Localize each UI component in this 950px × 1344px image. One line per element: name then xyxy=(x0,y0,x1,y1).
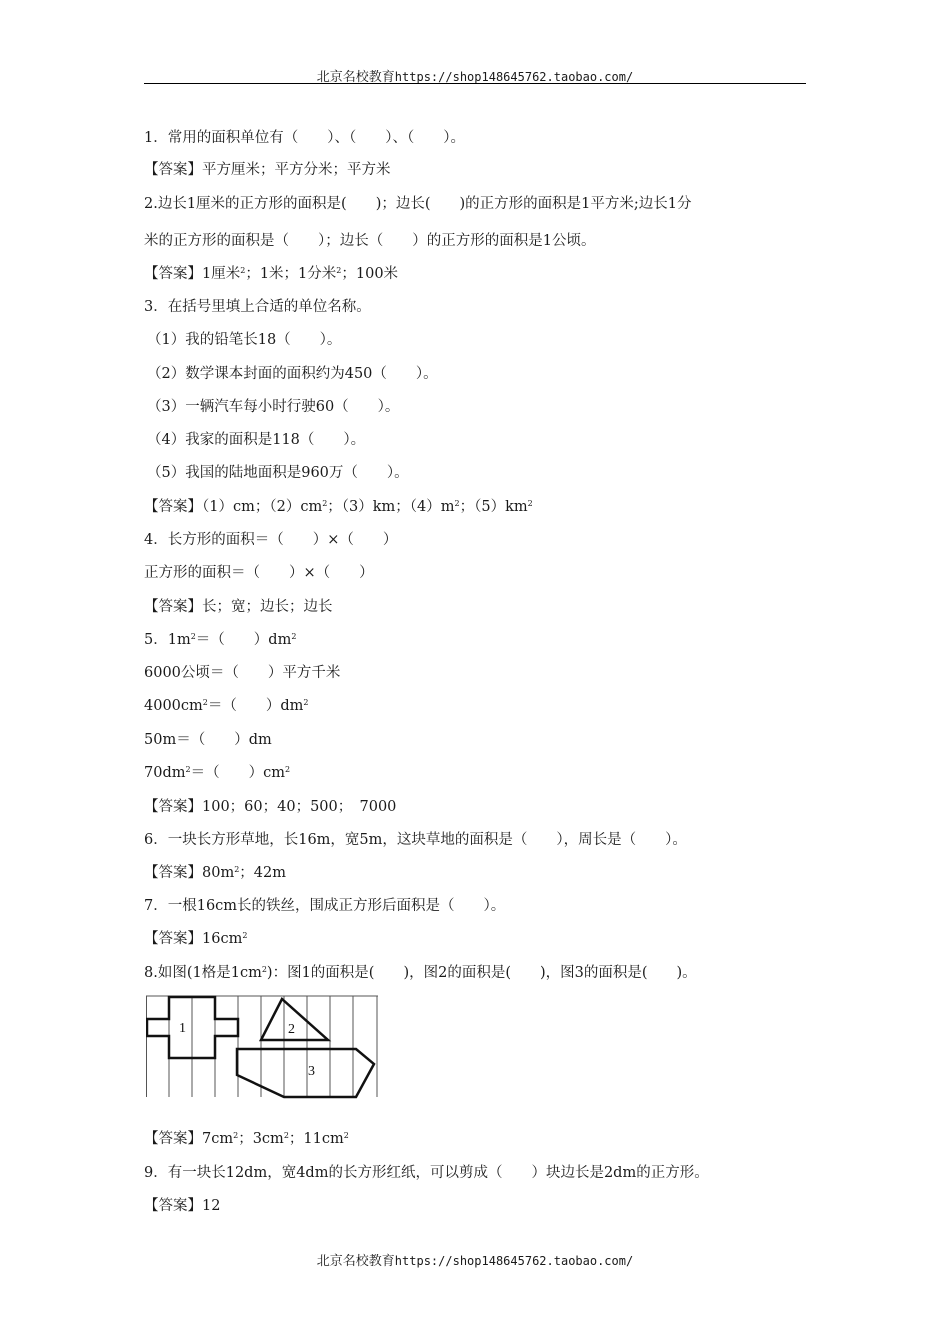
shape-2-label: 2 xyxy=(288,1022,295,1037)
question-9: 9．有一块长12dm，宽4dm的长方形红纸，可以剪成（ ）块边长是2dm的正方形。 xyxy=(144,1165,709,1181)
shape-3-label: 3 xyxy=(308,1064,315,1079)
answer-1: 【答案】平方厘米；平方分米；平方米 xyxy=(144,162,391,178)
question-4-line-2: 正方形的面积＝（ ）×（ ） xyxy=(144,565,374,581)
footer-school: 北京名校教育 xyxy=(316,1254,395,1269)
question-3-4: （4）我家的面积是118（ ）。 xyxy=(147,432,366,448)
question-5-4: 50m＝（ ）dm xyxy=(144,732,272,748)
answer-6: 【答案】$80m^2$；42m xyxy=(144,865,286,881)
shape-1-label: 1 xyxy=(179,1021,186,1036)
answer-2: 【答案】1厘米$^2$；1米；1分米$^2$；100米 xyxy=(144,266,399,282)
question-4-line-1: 4．长方形的面积＝（ ）×（ ） xyxy=(144,532,398,548)
question-1: 1．常用的面积单位有（ ）、（ ）、（ ）。 xyxy=(144,130,465,146)
question-3-2: （2）数学课本封面的面积约为450（ ）。 xyxy=(147,366,438,382)
page-footer xyxy=(144,1250,806,1269)
question-5-2: 6000公顷＝（ ）平方千米 xyxy=(144,665,341,681)
question-8: 8.如图(1格是$1cm^2$)：图1的面积是( )，图2的面积是( )，图3的面积是( )。 xyxy=(144,965,697,981)
header-rule xyxy=(144,83,806,84)
answer-5: 【答案】100；60；40；500； 7000 xyxy=(144,799,397,815)
question-6: 6．一块长方形草地，长16m，宽5m，这块草地的面积是（ ），周长是（ ）。 xyxy=(144,832,687,848)
answer-8: 【答案】$7cm^2$；$3cm^2$；$11cm^2$ xyxy=(144,1131,349,1147)
question-2-line-1: 2.边长1厘米的正方形的面积是( )；边长( )的正方形的面积是1平方米;边长1分 xyxy=(144,196,692,212)
question-3-3: （3）一辆汽车每小时行驶60（ ）。 xyxy=(147,399,400,415)
question-3-1: （1）我的铅笔长18（ ）。 xyxy=(147,332,342,348)
question-3-5: （5）我国的陆地面积是960万（ ）。 xyxy=(147,465,409,481)
question-3: 3．在括号里填上合适的单位名称。 xyxy=(144,299,371,315)
header-url[interactable]: https://shop148645762.taobao.com/ xyxy=(394,70,634,84)
question-5-3: $4000cm^2=$（ ）$dm^2$ xyxy=(144,698,309,714)
question-5-5: $70dm^2=$（ ）$cm^2$ xyxy=(144,765,291,781)
question-7: 7．一根16cm长的铁丝，围成正方形后面积是（ ）。 xyxy=(144,898,506,914)
question-2-line-2: 米的正方形的面积是（ ）；边长（ ）的正方形的面积是1公顷。 xyxy=(144,233,596,249)
question-5-1: 5．$1m^2=$（ ）$dm^2$ xyxy=(144,632,297,648)
grid-figure xyxy=(146,993,378,1099)
header-school: 北京名校教育 xyxy=(316,70,395,85)
answer-9: 【答案】12 xyxy=(144,1198,221,1214)
footer-url[interactable]: https://shop148645762.taobao.com/ xyxy=(394,1254,634,1268)
grid-lines xyxy=(146,996,378,1097)
answer-7: 【答案】$16cm^2$ xyxy=(144,931,248,947)
answer-4: 【答案】长；宽；边长；边长 xyxy=(144,599,333,615)
answer-3: 【答案】（1）cm；$(2)cm^2$；（3）km；$(4)m^2$；$(5)km^2$ xyxy=(144,499,533,515)
